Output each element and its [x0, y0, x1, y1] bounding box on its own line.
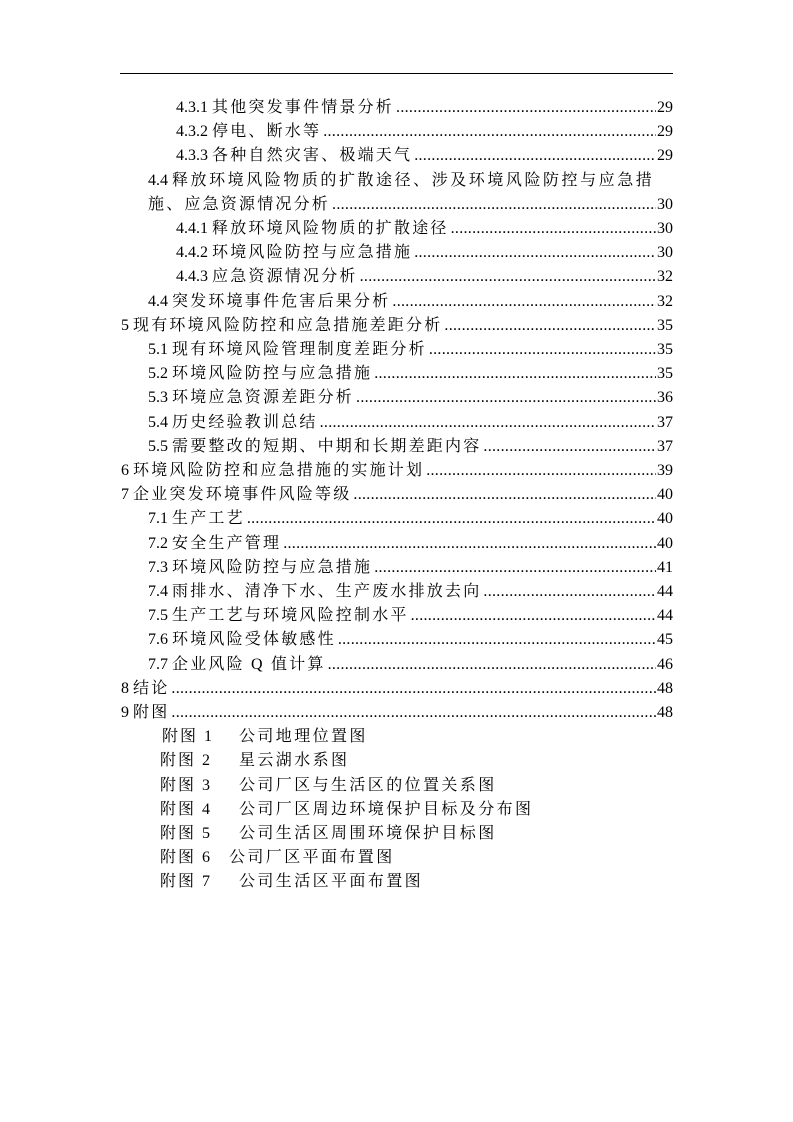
toc-entry-page: 35 — [657, 365, 673, 383]
toc-entry[interactable] — [148, 604, 673, 628]
appendix-label: 附图 2 — [160, 752, 213, 770]
toc-dot-leader — [332, 193, 656, 217]
toc-entry-page: 35 — [657, 316, 673, 334]
toc-entry-continuation[interactable] — [148, 193, 673, 217]
toc-entry-page: 48 — [657, 679, 673, 697]
toc-entry[interactable] — [148, 386, 673, 410]
toc-dot-leader — [338, 628, 656, 652]
toc-entry-page: 32 — [657, 268, 673, 286]
toc-entry[interactable] — [148, 290, 673, 314]
toc-entry[interactable] — [148, 411, 673, 435]
toc-entry[interactable] — [148, 338, 673, 362]
toc-entry-title: 附图 — [133, 704, 170, 721]
toc-dot-leader — [374, 556, 656, 580]
toc-entry-number: 8 — [121, 679, 129, 697]
toc-entry[interactable] — [121, 459, 673, 483]
toc-dot-leader — [328, 653, 656, 677]
toc-entry-number: 4.4.1 — [176, 220, 208, 237]
appendix-item[interactable] — [160, 798, 580, 822]
toc-entry-title: 雨排水、清净下水、生产废水排放去向 — [172, 583, 482, 600]
toc-entry-number: 7.2 — [148, 534, 168, 552]
toc-dot-leader — [320, 411, 656, 435]
toc-entry-page: 46 — [657, 655, 673, 673]
toc-entry-title: 企业风险 Q 值计算 — [172, 655, 326, 673]
appendix-description: 星云湖水系图 — [239, 752, 350, 770]
toc-entry-number: 4.4.2 — [176, 244, 208, 262]
toc-entry-number: 5.1 — [148, 341, 168, 358]
toc-entry-number: 5 — [121, 316, 129, 334]
toc-dot-leader — [283, 532, 656, 556]
toc-dot-leader — [429, 338, 656, 362]
toc-entry-number: 9 — [121, 704, 129, 721]
toc-entry-number: 5.5 — [148, 437, 168, 455]
toc-dot-leader — [396, 96, 656, 120]
toc-entry-page: 37 — [657, 437, 673, 455]
toc-entry-page: 40 — [657, 486, 673, 504]
toc-entry-page: 45 — [657, 631, 673, 649]
toc-entry-title: 突发环境事件危害后果分析 — [172, 292, 391, 310]
toc-entry[interactable] — [148, 556, 673, 580]
toc-entry[interactable] — [148, 628, 673, 652]
toc-entry-page: 30 — [657, 195, 673, 213]
appendix-label: 附图 4 — [160, 800, 213, 818]
toc-entry[interactable] — [176, 265, 673, 289]
toc-entry-title: 生产工艺与环境风险控制水平 — [172, 607, 409, 625]
toc-entry-number: 4.4 — [148, 292, 168, 310]
toc-dot-leader — [392, 290, 656, 314]
appendix-description: 公司地理位置图 — [239, 728, 368, 746]
toc-entry[interactable] — [148, 653, 673, 677]
appendix-item[interactable] — [160, 822, 580, 846]
toc-entry[interactable] — [148, 169, 673, 193]
toc-entry-page: 32 — [657, 292, 673, 310]
toc-entry-title: 需要整改的短期、中期和长期差距内容 — [172, 437, 482, 455]
toc-entry[interactable] — [176, 217, 673, 241]
toc-entry-title: 释放环境风险物质的扩散途径 — [212, 220, 449, 237]
appendix-description: 公司生活区周围环境保护目标图 — [239, 825, 497, 842]
toc-entry-title: 其他突发事件情景分析 — [212, 99, 395, 116]
toc-entry-number: 7.3 — [148, 558, 168, 576]
toc-dot-leader — [483, 435, 656, 459]
toc-entry[interactable] — [176, 144, 673, 168]
appendix-label: 附图 7 — [160, 873, 213, 891]
toc-entry-title: 施、应急资源情况分析 — [148, 195, 331, 213]
toc-entry-page: 48 — [657, 704, 673, 721]
toc-entry[interactable] — [148, 580, 673, 604]
toc-entry-number: 7.1 — [148, 510, 168, 528]
toc-entry-page: 44 — [657, 583, 673, 600]
toc-dot-leader — [414, 241, 656, 265]
appendix-item[interactable] — [162, 725, 582, 749]
toc-dot-leader — [360, 265, 656, 289]
toc-entry-title: 历史经验教训总结 — [172, 413, 318, 431]
toc-entry-title: 结论 — [133, 679, 170, 697]
toc-entry-number: 5.2 — [148, 365, 168, 383]
toc-entry[interactable] — [176, 96, 673, 120]
appendix-item[interactable] — [160, 774, 580, 798]
toc-entry-page: 40 — [657, 534, 673, 552]
appendix-item[interactable] — [160, 870, 580, 894]
toc-entry-number: 4.4 — [148, 171, 168, 189]
toc-entry[interactable] — [148, 435, 673, 459]
header-rule — [120, 73, 673, 74]
toc-entry-title: 环境应急资源差距分析 — [172, 389, 355, 407]
toc-dot-leader — [374, 362, 656, 386]
toc-entry[interactable] — [121, 483, 673, 507]
appendix-description: 公司厂区周边环境保护目标及分布图 — [239, 800, 534, 818]
toc-entry[interactable] — [148, 532, 673, 556]
toc-entry-title: 企业突发环境事件风险等级 — [133, 486, 352, 504]
toc-dot-leader — [171, 701, 656, 725]
toc-dot-leader — [411, 604, 656, 628]
toc-entry-number: 5.4 — [148, 413, 168, 431]
toc-entry-page: 40 — [657, 510, 673, 528]
appendix-description: 公司生活区平面布置图 — [239, 873, 424, 891]
toc-entry-page: 35 — [657, 341, 673, 358]
toc-entry-title: 环境风险受体敏感性 — [172, 631, 336, 649]
toc-entry-title: 释放环境风险物质的扩散途径、涉及环境风险防控与应急措 — [172, 171, 655, 189]
toc-entry-number: 7.6 — [148, 631, 168, 649]
toc-dot-leader — [247, 507, 656, 531]
toc-entry-page: 37 — [657, 413, 673, 431]
toc-dot-leader — [426, 459, 656, 483]
toc-dot-leader — [171, 677, 656, 701]
toc-dot-leader — [414, 144, 656, 168]
toc-entry[interactable] — [121, 677, 673, 701]
toc-entry-number: 4.3.1 — [176, 99, 208, 116]
toc-entry-title: 环境风险防控与应急措施 — [172, 558, 373, 576]
toc-entry-title: 现有环境风险管理制度差距分析 — [172, 341, 427, 358]
toc-entry-number: 7 — [121, 486, 129, 504]
toc-entry-page: 44 — [657, 607, 673, 625]
toc-entry-page: 36 — [657, 389, 673, 407]
toc-entry-page: 30 — [657, 220, 673, 237]
toc-dot-leader — [353, 483, 656, 507]
appendix-label: 附图 3 — [160, 776, 213, 794]
appendix-description: 公司厂区平面布置图 — [229, 849, 395, 867]
toc-dot-leader — [356, 386, 656, 410]
appendix-item[interactable] — [160, 749, 580, 773]
toc-entry-title: 环境风险防控和应急措施的实施计划 — [133, 462, 425, 479]
toc-entry-title: 停电、断水等 — [212, 123, 322, 141]
appendix-item[interactable] — [160, 846, 580, 870]
toc-entry-number: 7.4 — [148, 583, 168, 600]
toc-entry-title: 环境风险防控与应急措施 — [172, 365, 373, 383]
toc-entry[interactable] — [148, 362, 673, 386]
appendix-description: 公司厂区与生活区的位置关系图 — [239, 776, 497, 794]
toc-entry-title: 环境风险防控与应急措施 — [212, 244, 413, 262]
toc-entry-number: 7.7 — [148, 655, 168, 673]
toc-entry-title: 生产工艺 — [172, 510, 245, 528]
toc-entry-page: 41 — [657, 558, 673, 576]
toc-entry[interactable] — [176, 241, 673, 265]
toc-entry-title: 各种自然灾害、极端天气 — [212, 147, 413, 165]
toc-entry-title: 应急资源情况分析 — [212, 268, 358, 286]
toc-entry-page: 39 — [657, 462, 673, 479]
toc-entry-number: 7.5 — [148, 607, 168, 625]
toc-dot-leader — [483, 580, 656, 604]
toc-dot-leader — [451, 217, 656, 241]
toc-entry-number: 4.4.3 — [176, 268, 208, 286]
toc-entry-number: 4.3.2 — [176, 123, 208, 141]
appendix-label: 附图 1 — [162, 728, 215, 746]
toc-entry-number: 4.3.3 — [176, 147, 208, 165]
toc-entry-page: 30 — [657, 244, 673, 262]
toc-entry[interactable] — [121, 701, 673, 725]
toc-entry-number: 6 — [121, 462, 129, 479]
toc-entry-page: 29 — [657, 147, 673, 165]
toc-dot-leader — [444, 314, 656, 338]
toc-entry[interactable] — [121, 314, 673, 338]
toc-entry-number: 5.3 — [148, 389, 168, 407]
toc-entry-title: 安全生产管理 — [172, 534, 282, 552]
toc-entry-page: 29 — [657, 99, 673, 116]
appendix-label: 附图 6 — [160, 849, 213, 867]
toc-entry[interactable] — [176, 120, 673, 144]
toc-dot-leader — [323, 120, 656, 144]
toc-entry-page: 29 — [657, 123, 673, 141]
appendix-label: 附图 5 — [160, 825, 213, 842]
toc-entry-title: 现有环境风险防控和应急措施差距分析 — [133, 316, 443, 334]
toc-entry[interactable] — [148, 507, 673, 531]
